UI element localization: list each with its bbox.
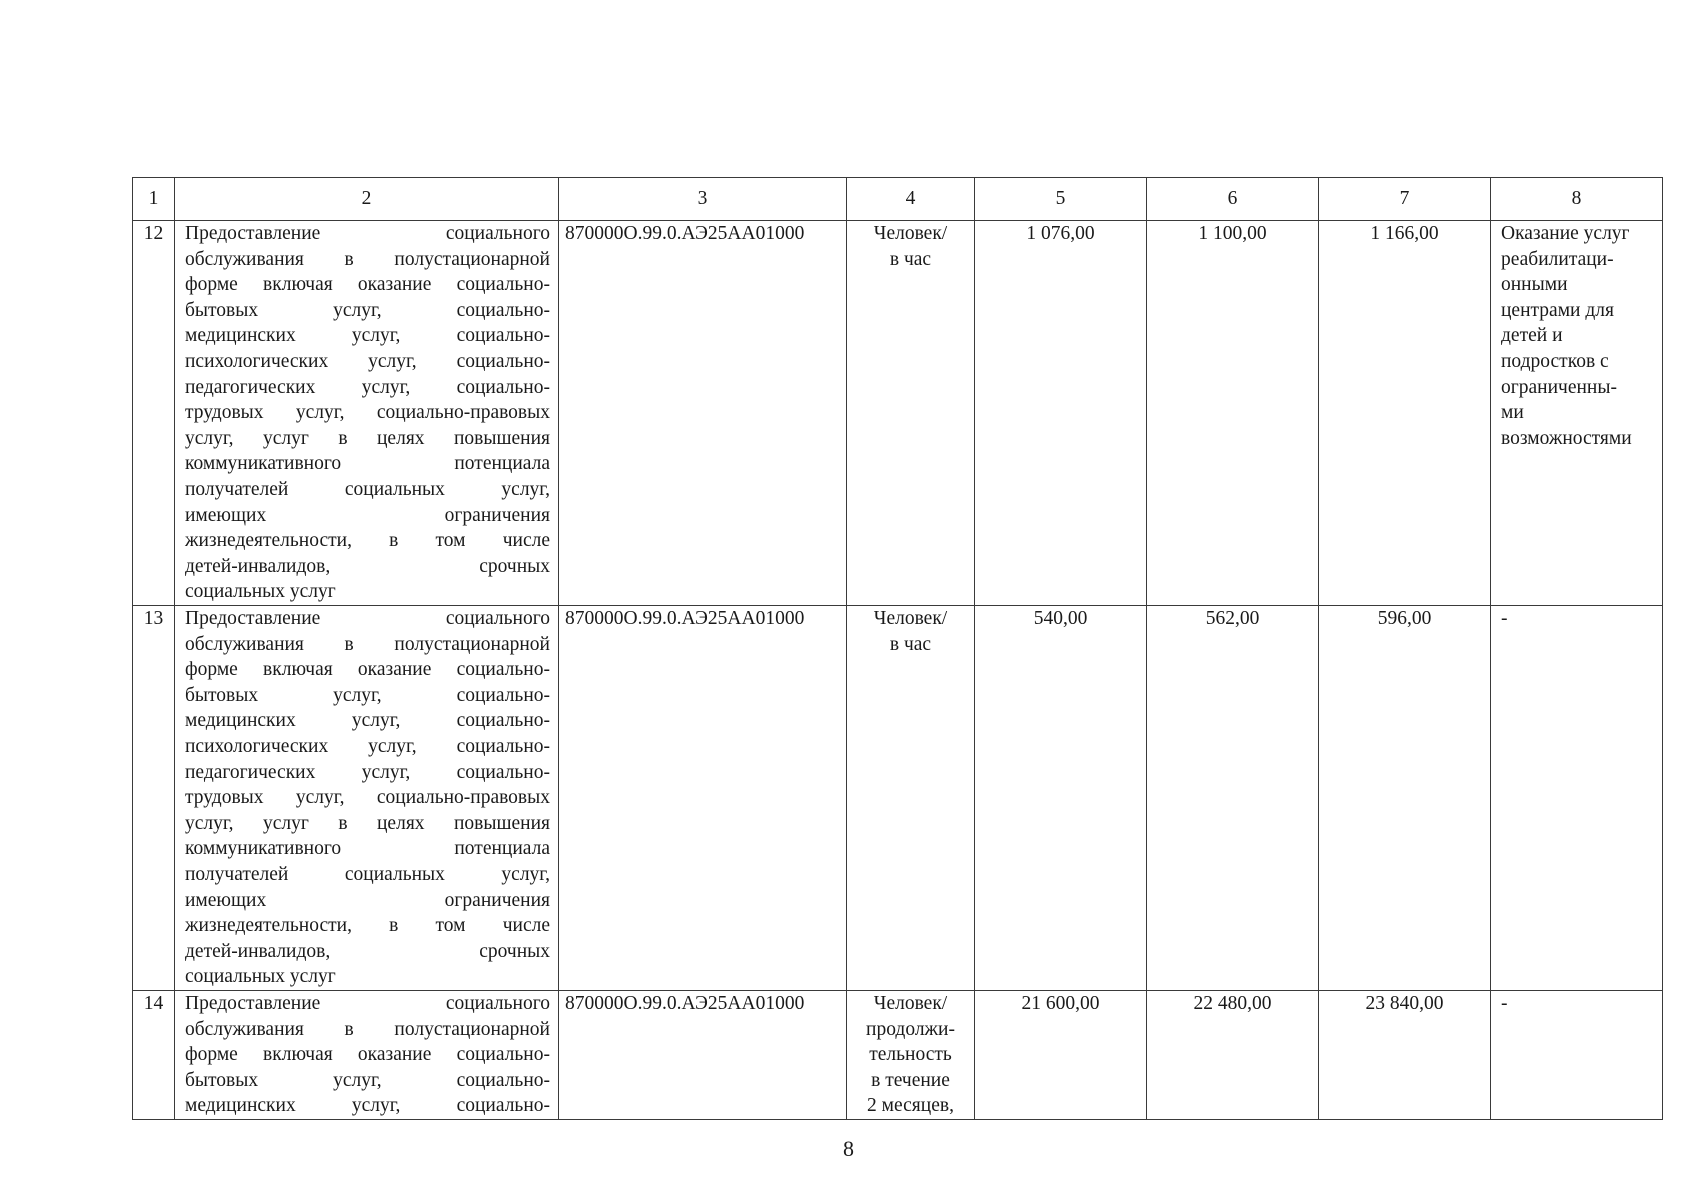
description-line: психологических услуг, социально- (185, 350, 550, 372)
description-line: коммуникативного потенциала (185, 838, 550, 860)
description-line: обслуживания в полустационарной (185, 633, 550, 655)
description-line: жизнедеятельности, в том числе (185, 530, 550, 552)
table-row (133, 221, 1663, 606)
column-header-1: 1 (133, 178, 175, 221)
value-col-7: 23 840,00 (1319, 991, 1491, 1120)
unit-line: в течение (871, 1069, 950, 1091)
description-clip (185, 991, 550, 1119)
description-line: медицинских услуг, социально- (185, 1095, 550, 1117)
unit-line: 2 месяцев, (867, 1095, 954, 1117)
description-line: медицинских услуг, социально- (185, 710, 550, 732)
description-line: медицинских услуг, социально- (185, 325, 550, 347)
table-row (133, 606, 1663, 991)
note-line: подростков с (1501, 350, 1609, 372)
note-line: возможностями (1501, 427, 1632, 449)
description-line: детей-инвалидов, срочных (185, 555, 550, 577)
column-number-header-row (133, 178, 1663, 221)
value-col-5: 540,00 (975, 606, 1147, 991)
column-header-8: 8 (1491, 178, 1663, 221)
value-col-6: 1 100,00 (1147, 221, 1319, 606)
unit-line: Человек/ (873, 223, 948, 244)
description-line: педагогических услуг, социально- (185, 376, 550, 398)
service-description (175, 221, 559, 606)
row-number: 14 (133, 991, 175, 1120)
note-line: онными (1501, 274, 1568, 296)
services-table-container (132, 177, 1662, 1120)
service-description (175, 991, 559, 1120)
description-line: детей-инвалидов, срочных (185, 940, 550, 962)
column-header-3: 3 (559, 178, 847, 221)
note-cell (1491, 991, 1663, 1120)
note-line: центрами для (1501, 299, 1614, 321)
description-line: услуг, услуг в целях повышения (185, 812, 550, 834)
value-col-5: 1 076,00 (975, 221, 1147, 606)
unit-clip (851, 991, 970, 1119)
description-line: бытовых услуг, социально- (185, 299, 550, 321)
description-line: обслуживания в полустационарной (185, 1018, 550, 1040)
row-number: 13 (133, 606, 175, 991)
description-line: психологических услуг, социально- (185, 735, 550, 757)
description-line: жизнедеятельности, в том числе (185, 915, 550, 937)
registry-code: 870000О.99.0.АЭ25АА01000 (559, 221, 847, 606)
note-line: реабилитаци- (1501, 248, 1614, 270)
description-line: бытовых услуг, социально- (185, 684, 550, 706)
note-line: детей и (1501, 325, 1563, 347)
note-line: ми (1501, 402, 1524, 424)
unit-line: продолжи- (866, 1018, 955, 1040)
column-header-7: 7 (1319, 178, 1491, 221)
unit-line: Человек/ (873, 608, 948, 629)
description-line: получателей социальных услуг, (185, 478, 550, 500)
description-line: форме включая оказание социально- (185, 274, 550, 296)
note-line: ограниченны- (1501, 376, 1617, 398)
column-header-2: 2 (175, 178, 559, 221)
note-cell (1491, 606, 1663, 991)
description-line: Предоставление социального (185, 223, 550, 244)
note-cell (1491, 221, 1663, 606)
page-number: 8 (843, 1136, 854, 1161)
description-line: услуг, услуг в целях повышения (185, 427, 550, 449)
unit-of-measure (847, 991, 975, 1120)
unit-line: в час (889, 248, 932, 270)
description-line: имеющих ограничения (185, 504, 550, 526)
unit-line: в час (889, 633, 932, 655)
value-col-5: 21 600,00 (975, 991, 1147, 1120)
description-line: социальных услуг (185, 581, 336, 603)
column-header-6: 6 (1147, 178, 1319, 221)
value-col-6: 562,00 (1147, 606, 1319, 991)
value-col-7: 596,00 (1319, 606, 1491, 991)
table-row (133, 991, 1663, 1120)
unit-line: тельность (869, 1044, 952, 1066)
value-col-6: 22 480,00 (1147, 991, 1319, 1120)
description-line: коммуникативного потенциала (185, 453, 550, 475)
unit-line: Человек/ (873, 993, 948, 1014)
registry-code: 870000О.99.0.АЭ25АА01000 (559, 991, 847, 1120)
unit-of-measure (847, 606, 975, 991)
service-description (175, 606, 559, 991)
description-line: получателей социальных услуг, (185, 863, 550, 885)
description-line: трудовых услуг, социально-правовых (185, 402, 550, 424)
registry-code: 870000О.99.0.АЭ25АА01000 (559, 606, 847, 991)
description-line: Предоставление социального (185, 993, 550, 1014)
unit-of-measure (847, 221, 975, 606)
description-line: имеющих ограничения (185, 889, 550, 911)
column-header-5: 5 (975, 178, 1147, 221)
row-number: 12 (133, 221, 175, 606)
description-line: обслуживания в полустационарной (185, 248, 550, 270)
column-header-4: 4 (847, 178, 975, 221)
note-line: - (1501, 993, 1508, 1014)
note-line: - (1501, 608, 1508, 629)
description-line: Предоставление социального (185, 608, 550, 629)
description-line: педагогических услуг, социально- (185, 761, 550, 783)
value-col-7: 1 166,00 (1319, 221, 1491, 606)
note-line: Оказание услуг (1501, 223, 1630, 244)
description-line: социальных услуг (185, 966, 336, 988)
services-price-table (132, 177, 1663, 1120)
description-line: бытовых услуг, социально- (185, 1069, 550, 1091)
description-line: форме включая оказание социально- (185, 1044, 550, 1066)
description-line: форме включая оказание социально- (185, 659, 550, 681)
description-line: трудовых услуг, социально-правовых (185, 787, 550, 809)
